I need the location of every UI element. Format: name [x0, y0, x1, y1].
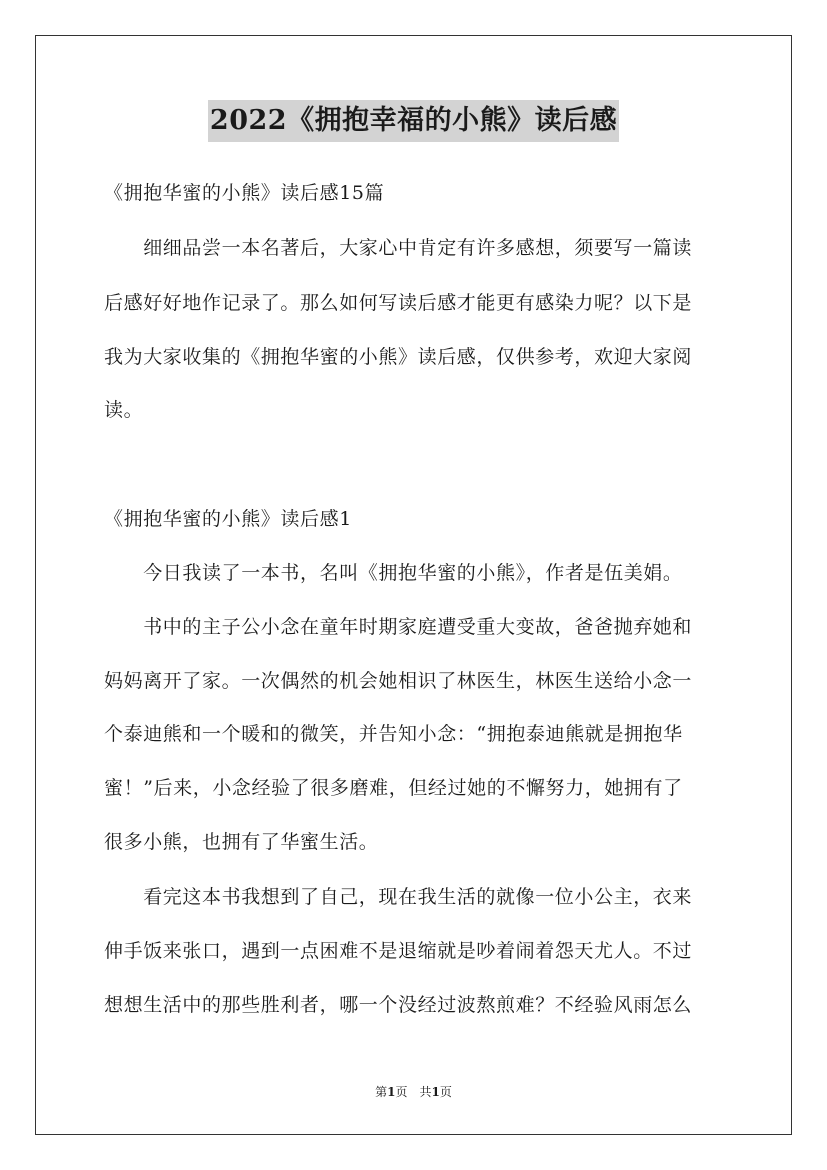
- body-line-2: 书中的主子公小念在童年时期家庭遭受重大变故，爸爸抛弃她和: [104, 616, 693, 638]
- body-line-7: 看完这本书我想到了自己，现在我生活的就像一位小公主，衣来: [104, 886, 693, 908]
- footer-suffix: 页: [439, 1085, 452, 1099]
- body-line-6: 很多小熊，也拥有了华蜜生活。: [104, 831, 379, 853]
- intro-line-3: 我为大家收集的《拥抱华蜜的小熊》读后感，仅供参考，欢迎大家阅: [104, 346, 693, 368]
- body-line-4: 个泰迪熊和一个暖和的微笑，并告知小念：“拥抱泰迪熊就是拥抱华: [104, 723, 683, 745]
- footer-page-total: 1: [431, 1085, 440, 1099]
- body-line-3: 妈妈离开了家。一次偶然的机会她相识了林医生，林医生送给小念一: [104, 670, 693, 692]
- document-subtitle: 《拥抱华蜜的小熊》读后感15篇: [104, 182, 385, 204]
- footer-prefix: 第: [375, 1085, 388, 1099]
- section-heading: 《拥抱华蜜的小熊》读后感1: [104, 508, 352, 530]
- footer-mid: 页 共: [395, 1085, 432, 1099]
- body-line-5: 蜜！”后来，小念经验了很多磨难，但经过她的不懈努力，她拥有了: [104, 777, 683, 799]
- intro-line-1: 细细品尝一本名著后，大家心中肯定有许多感想，须要写一篇读: [104, 237, 693, 259]
- title-wrap: [0, 100, 827, 142]
- page-footer: [0, 1082, 827, 1102]
- body-line-9: 想想生活中的那些胜利者，哪一个没经过波熬煎难？不经验风雨怎么: [104, 994, 693, 1016]
- intro-line-4: 读。: [104, 399, 144, 421]
- intro-line-2: 后感好好地作记录了。那么如何写读后感才能更有感染力呢？以下是: [104, 292, 693, 314]
- body-line-1: 今日我读了一本书，名叫《拥抱华蜜的小熊》，作者是伍美娟。: [104, 562, 683, 584]
- footer-page-current: 1: [387, 1085, 396, 1099]
- body-line-8: 伸手饭来张口，遇到一点困难不是退缩就是吵着闹着怨天尤人。不过: [104, 940, 693, 962]
- document-title: 2022《拥抱幸福的小熊》读后感: [208, 100, 619, 142]
